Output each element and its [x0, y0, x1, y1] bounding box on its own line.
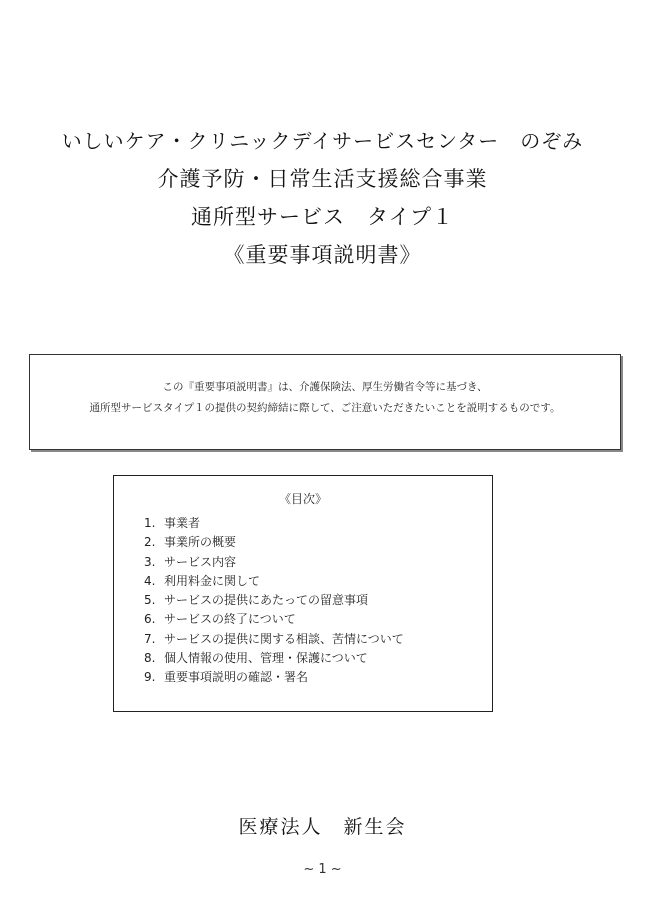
program-name: 介護予防・日常生活支援総合事業: [157, 167, 488, 191]
toc-item-number: 5.: [144, 593, 156, 608]
toc-item: [144, 630, 404, 649]
purpose-line-1: この『重要事項説明書』は、介護保険法、厚生労働省令等に基づき、: [162, 381, 488, 393]
toc-item-number: 8.: [144, 651, 156, 666]
toc-item-label: 利用料金に関して: [164, 573, 261, 588]
toc-item-label: サービスの終了について: [164, 612, 296, 627]
toc-list: [144, 514, 404, 688]
table-of-contents: [113, 475, 493, 712]
toc-item-label: サービスの提供に関する相談、苦情について: [164, 631, 404, 646]
toc-item: [144, 533, 404, 552]
toc-item: [144, 572, 404, 591]
toc-item: [144, 668, 404, 687]
service-type: 通所型サービス タイプ１: [191, 205, 454, 229]
toc-item-number: 7.: [144, 631, 156, 646]
toc-heading: 《目次》: [278, 492, 327, 506]
facility-name: いしいケア・クリニックデイサービスセンター のぞみ: [61, 129, 584, 153]
toc-item-label: 事業者: [164, 516, 201, 530]
toc-item-number: 6.: [144, 612, 156, 627]
toc-item: [144, 514, 404, 533]
toc-item-number: 3.: [144, 554, 156, 569]
toc-item-label: サービス内容: [164, 554, 237, 569]
toc-item-number: 4.: [144, 573, 156, 588]
toc-item: [144, 591, 404, 610]
toc-item: [144, 610, 404, 629]
document-title: [0, 122, 645, 274]
toc-item-label: 事業所の概要: [164, 535, 237, 550]
toc-item: [144, 649, 404, 668]
purpose-line-2: 通所型サービスタイプ１の提供の契約締結に際して、ご注意いただきたいことを説明するものです。: [89, 402, 561, 414]
purpose-text: [30, 377, 620, 419]
toc-item-number: 1.: [144, 516, 156, 530]
purpose-box: [29, 354, 621, 450]
toc-item-label: 個人情報の使用、管理・保護について: [164, 651, 368, 666]
toc-item-number: 9.: [144, 670, 156, 685]
organization-name: 医療法人 新生会: [238, 816, 407, 838]
toc-item-label: 重要事項説明の確認・署名: [164, 670, 309, 685]
toc-item-label: サービスの提供にあたっての留意事項: [164, 593, 369, 608]
toc-item: [144, 553, 404, 572]
document-type: 《重要事項説明書》: [223, 243, 422, 267]
toc-item-number: 2.: [144, 535, 156, 550]
page-number: ~ 1 ~: [303, 862, 342, 877]
